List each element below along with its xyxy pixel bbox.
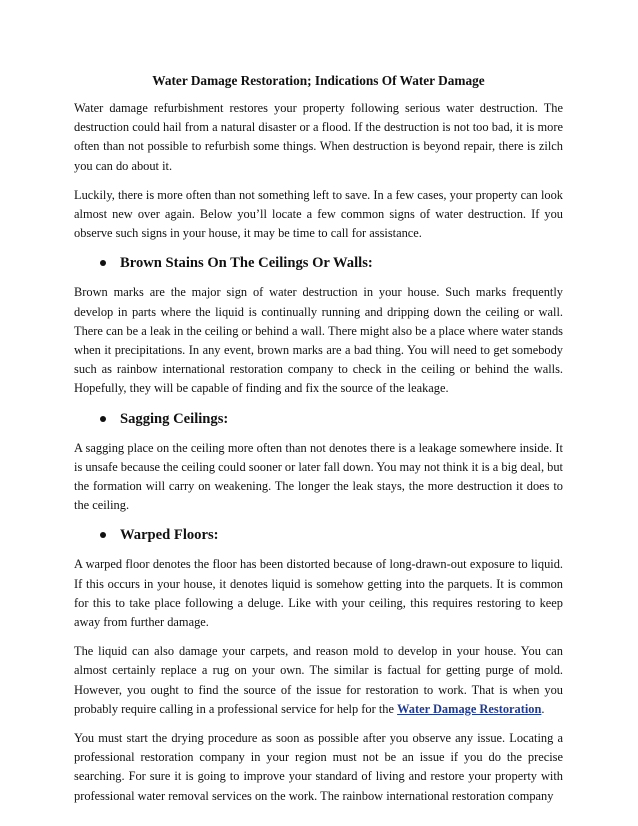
section-heading-brown-stains xyxy=(100,253,563,273)
intro-paragraph-2: Luckily, there is more often than not something left to save. In a few cases, your property can look almost new over again. Below you’ll locate a few common signs of water destruction. If you observe such signs in your house, it may be time to call for assistance. xyxy=(74,187,563,241)
bullet-icon xyxy=(100,416,106,422)
closing-text-after-link: . xyxy=(541,701,545,716)
intro-paragraph-1: Water damage refurbishment restores your property following serious water destruction. The destruction could hail from a natural disaster or a flood. If the destruction is not too bad, it is more often than not possible to refurbish some things. When destruction is beyond repair, there is zilch you can do about it. xyxy=(74,101,563,173)
section-heading-sagging-ceilings xyxy=(100,409,563,429)
water-damage-restoration-link[interactable]: Water Damage Restoration xyxy=(397,701,542,716)
bullet-icon xyxy=(100,532,106,538)
bullet-icon xyxy=(100,260,106,266)
section-body-brown-stains: Brown marks are the major sign of water destruction in your house. Such marks frequently develop in parts where the liquid is continually running and dripping down the ceiling or wall. There can be a leak in the ceiling or behind a wall. There might also be a place where water stands when it precipitations. In any event, brown marks are a bad thing. You will need to get somebody such as rainbow international restoration company to check in the ceiling or behind the walls. Hopefully, they will be capable of finding and fix the source of the leakage. xyxy=(74,285,563,396)
closing-paragraph-1 xyxy=(74,642,563,719)
section-heading-text: Sagging Ceilings: xyxy=(120,410,229,427)
section-body-sagging-ceilings: A sagging place on the ceiling more often than not denotes there is a leakage somewhere inside. It is unsafe because the ceiling could sooner or later fall down. You may not think it is a big deal, but the formation will carry on weakening. The longer the leak stays, the more destruction it does to the ceiling. xyxy=(74,440,563,513)
section-heading-warped-floors xyxy=(100,525,563,545)
closing-text-before-link: The liquid can also damage your carpets, and reason mold to develop in your house. You can almost certainly replace a rug on your own. The similar is factual for getting purge of mold. However, you ought to find the source of the issue for restoration to work. That is when you probably require calling in a professional service for help for the xyxy=(74,644,563,716)
section-heading-text: Warped Floors: xyxy=(120,527,219,544)
section-body-warped-floors: A warped floor denotes the floor has been distorted because of long-drawn-out exposure to liquid. If this occurs in your house, it denotes liquid is somehow getting into the parquets. It is common for this to take place following a deluge. Like with your ceiling, this requires restoring to keep away from further damage. xyxy=(74,557,563,630)
closing-paragraph-2: You must start the drying procedure as soon as possible after you observe any issue. Locating a professional restoration company in your region must not be an issue if you do the precise searching. For sure it is going to improve your standard of living and restore your property with professional water removal services on the work. The rainbow international restoration company xyxy=(74,731,563,803)
document-page xyxy=(74,72,563,816)
section-heading-text: Brown Stains On The Ceilings Or Walls: xyxy=(120,255,373,272)
document-title: Water Damage Restoration; Indications Of Water Damage xyxy=(152,73,485,88)
